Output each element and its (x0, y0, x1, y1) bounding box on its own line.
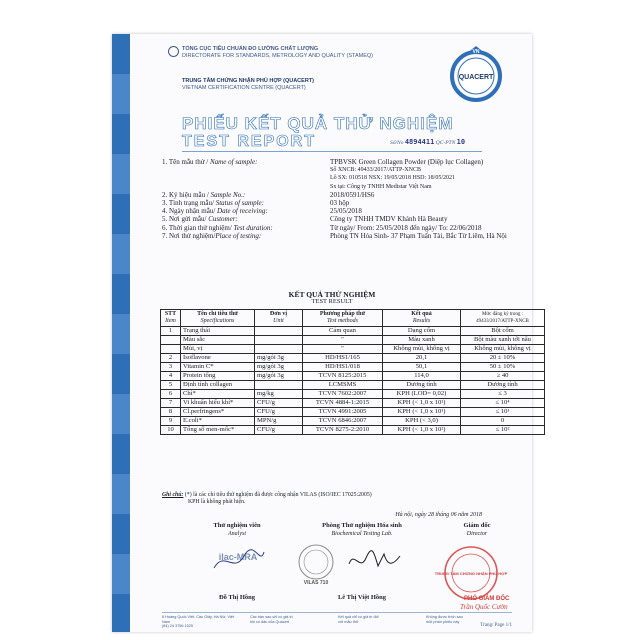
place-value: Phòng TN Hóa Sinh- 37 Phạm Tuấn Tài, Bắc Từ Liêm, Hà Nội (330, 231, 507, 240)
receipt-value: 25/05/2018 (330, 207, 362, 216)
sample-registration: Số XNCB: 49433/2017/ATTP-XNCB (330, 167, 422, 174)
analyst-role-en: Analyst (228, 531, 246, 537)
stamp-text: TRUNG TÂM CHỨNG NHẬN PHÙ HỢP (434, 571, 508, 576)
title-divider (182, 151, 482, 152)
status-label: 3. Tình trạng mẫu/ (162, 198, 216, 207)
result-cell-name: Vi khuẩn hiếu khí* (181, 399, 255, 408)
result-cell-method: TCVN 8125:2015 (303, 372, 383, 381)
duration-label-en: Test duration: (233, 223, 273, 232)
result-cell-stt: 10 (161, 426, 181, 435)
director-signature-name: Trần Quốc Cườn (460, 603, 508, 611)
result-cell-method: TCVN 6846:2007 (303, 417, 383, 426)
header-result: Kết quả Results (383, 310, 461, 327)
result-cell-method: TCVN 7602:2007 (303, 390, 383, 399)
report-title-en: TEST REPORT (182, 133, 317, 150)
report-date: Hà nội, ngày 28 tháng 06 năm 2018 (395, 512, 482, 518)
report-number-suffix: QC-PTN (435, 140, 456, 146)
vilas-seal-icon (294, 542, 338, 586)
result-row (161, 354, 545, 363)
test-report-sheet (112, 34, 532, 632)
report-notes (162, 492, 372, 506)
result-cell-unit (255, 381, 303, 390)
duration-label: 6. Thời gian thử nghiệm/ (162, 223, 234, 232)
result-cell-result: KPH (< 1,0 x 10¹) (383, 408, 461, 417)
result-cell-name: Isoflavone (181, 354, 255, 363)
result-cell-unit (255, 327, 303, 336)
result-cell-name: Vitamin C* (181, 363, 255, 372)
sample-name-value: TPBVSK Green Collagen Powder (Diệp lục Collagen) (330, 158, 484, 166)
result-cell-limit: ≤ 10² (461, 426, 545, 435)
result-cell-result: Không mùi, không vị (383, 345, 461, 354)
sample-lot: Lô SX: 010518 NSX: 19/05/2018 HSD: 18/05/2021 (330, 175, 456, 182)
result-cell-limit: ≤ 3 (461, 390, 545, 399)
result-cell-name: Mùi, vị (181, 345, 255, 354)
results-table (160, 309, 545, 435)
result-cell-method: TCVN 4991:2005 (303, 408, 383, 417)
result-cell-method: LCMSMS (303, 381, 383, 390)
result-cell-method: HD/HS1/165 (303, 354, 383, 363)
customer-row (162, 215, 542, 223)
sample-name-label-en: Name of sample: (210, 158, 258, 166)
result-cell-result: KPH (< 1,0 x 10²) (383, 426, 461, 435)
issuing-organization (182, 46, 402, 60)
result-cell-method: HD/HS1/018 (303, 363, 383, 372)
result-cell-name: Màu sắc (181, 336, 255, 345)
result-cell-limit: 0 (461, 417, 545, 426)
director-role-en: Director (466, 531, 488, 537)
customer-value: Công ty TNHH TMDV Khánh Hà Beauty (330, 215, 448, 224)
duration-row (162, 224, 542, 232)
lab-head-name: Lê Thị Việt Hồng (337, 594, 387, 601)
org-name-en: DIRECTORATE FOR STANDARDS, METROLOGY AND QUALITY (STAMEQ) (182, 53, 373, 59)
report-number-value: 4894411 (404, 138, 435, 146)
result-cell-result: 20,1 (383, 354, 461, 363)
footer-copy-note: Các bản sao chỉ có giá trị khi có dấu của Quacert (250, 615, 293, 624)
page-number: Trang/ Page 1/1 (480, 623, 512, 628)
customer-label: 5. Nơi gửi mẫu/ (162, 215, 209, 224)
org-name-vn: TỔNG CỤC TIÊU CHUẨN ĐO LƯỜNG CHẤT LƯỢNG (182, 46, 319, 52)
result-cell-unit: MPN/g (255, 417, 303, 426)
sample-info (162, 158, 542, 240)
result-row (161, 363, 545, 372)
header-stt: STT Item (161, 310, 181, 327)
result-row (161, 336, 545, 345)
result-cell-limit: Dương tính (461, 381, 545, 390)
sample-manufacturer: Sx tại: Công ty TNHH Medistar Việt Nam (330, 183, 432, 190)
place-row (162, 232, 542, 240)
results-title-vn: KẾT QUẢ THỬ NGHIỆM (288, 290, 376, 299)
result-cell-unit: CFU/g (255, 399, 303, 408)
results-title-en: TEST RESULT (311, 298, 353, 305)
results-header-row (161, 310, 545, 327)
result-cell-result: KPH (LOD= 0,02) (383, 390, 461, 399)
result-cell-result: KPH (< 1,0 x 10¹) (383, 399, 461, 408)
result-row (161, 327, 545, 336)
analyst-name: Đỗ Thị Hồng (218, 594, 255, 601)
footer-result-note: Kết quả chỉ có giá trị đối với mẫu thử (338, 615, 379, 624)
quacert-red-stamp-icon (434, 544, 508, 602)
place-label-en: Place of testing: (215, 231, 262, 240)
result-cell-unit: mg/kg (255, 390, 303, 399)
result-cell-stt: 4 (161, 372, 181, 381)
result-cell-name: Định tính collagen (181, 381, 255, 390)
result-cell-method: Cảm quan (303, 327, 383, 336)
result-cell-limit: 50 ± 10% (461, 363, 545, 372)
header-method: Phương pháp thử Test methods (303, 310, 383, 327)
result-cell-stt: 7 (161, 399, 181, 408)
result-row (161, 345, 545, 354)
analyst-role: Thử nghiệm viên (213, 522, 261, 529)
status-row (162, 199, 542, 207)
result-cell-method: " (303, 336, 383, 345)
result-cell-result: 50,1 (383, 363, 461, 372)
report-number (390, 138, 465, 146)
quacert-logo-icon (444, 42, 508, 106)
result-cell-result: Màu xanh (383, 336, 461, 345)
result-cell-result: 114,0 (383, 372, 461, 381)
result-cell-stt: 8 (161, 408, 181, 417)
result-cell-unit (255, 336, 303, 345)
director-signature-block (432, 522, 522, 538)
result-row (161, 399, 545, 408)
header-limit: Mức đăng ký trong : 49433/2017/ATTP-XNCB (461, 310, 545, 327)
header-param: Tên chỉ tiêu thử Specifications (181, 310, 255, 327)
result-cell-method: " (303, 345, 383, 354)
result-cell-limit: ≥ 40 (461, 372, 545, 381)
place-label: 7. Nơi thử nghiệm/ (162, 231, 216, 240)
result-cell-result: Dạng cốm (383, 327, 461, 336)
receipt-label: 4. Ngày nhận mẫu/ (162, 207, 218, 216)
result-cell-limit: ≤ 10¹ (461, 408, 545, 417)
report-title-vn: PHIẾU KẾT QUẢ THỬ NGHIỆM (182, 114, 454, 133)
result-cell-unit (255, 345, 303, 354)
issuing-center (182, 78, 314, 92)
result-row (161, 381, 545, 390)
result-cell-stt: 2 (161, 354, 181, 363)
footer-address: 8 Hoàng Quốc Việt, Cầu Giấy, Hà Nội, Việt Nam (84) 24 3756 1025 (162, 615, 234, 628)
result-cell-unit: mg/gói 3g (255, 363, 303, 372)
result-row (161, 390, 545, 399)
deputy-director-title: PHÓ GIÁM ĐỐC (464, 596, 510, 602)
notes-line-1: (*) là các chỉ tiêu thử nghiệm đã được công nhận VILAS (ISO/IEC 17025:2005) (183, 492, 372, 498)
result-cell-stt: 9 (161, 417, 181, 426)
result-cell-stt (161, 345, 181, 354)
ilac-mra-text: ilac-MRA (218, 552, 258, 562)
result-cell-name: Protein tổng (181, 372, 255, 381)
sample-name-row (162, 158, 542, 166)
sample-no-row (162, 191, 542, 199)
vilas-seal-text: VILAS 710 (303, 580, 329, 586)
receipt-row (162, 207, 542, 215)
result-row (161, 417, 545, 426)
result-cell-name: E.coli* (181, 417, 255, 426)
sample-name-label: 1. Tên mẫu thử / (162, 158, 210, 166)
notes-label: Ghi chú: (162, 492, 184, 498)
quacert-logo-text: QUACERT (458, 74, 494, 81)
duration-value: Từ ngày/ From: 25/05/2018 đến ngày/ To: 22/06/2018 (330, 223, 482, 232)
lab-role: Phòng Thử nghiệm Hóa sinh (322, 522, 402, 529)
result-row (161, 426, 545, 435)
director-role: Giám đốc (463, 522, 491, 529)
sample-no-label: 2. Ký hiệu mẫu / (162, 190, 211, 199)
lab-role-en: Biochemical Testing Lab. (331, 531, 393, 537)
result-cell-stt: 1 (161, 327, 181, 336)
center-name-vn: TRUNG TÂM CHỨNG NHẬN PHÙ HỢP (QUACERT) (182, 78, 314, 84)
result-cell-name: Cl.perfringens* (181, 408, 255, 417)
customer-label-en: Customer: (208, 215, 238, 224)
status-label-en: Status of sample: (215, 198, 264, 207)
result-row (161, 408, 545, 417)
result-cell-method: TCVN 4884-1:2015 (303, 399, 383, 408)
result-cell-name: Trạng thái (181, 327, 255, 336)
notes-line-2: KPH là không phát hiện. (188, 499, 246, 505)
status-value: 03 hộp (330, 198, 350, 207)
result-cell-unit: CFU/g (255, 408, 303, 417)
result-cell-unit: CFU/g (255, 426, 303, 435)
header-unit: Đơn vị Unit (255, 310, 303, 327)
ilac-mra-logo-icon (210, 544, 266, 574)
report-footer (162, 612, 512, 628)
result-cell-unit: mg/gói 3g (255, 372, 303, 381)
result-cell-stt: 6 (161, 390, 181, 399)
result-cell-unit: mg/gói 3g (255, 354, 303, 363)
result-cell-stt (161, 336, 181, 345)
stameq-logo-icon (168, 46, 179, 57)
result-cell-result: KPH (< 3,0) (383, 417, 461, 426)
result-cell-method: TCVN 8275-2:2010 (303, 426, 383, 435)
report-number-tail: 10 (456, 138, 466, 146)
result-cell-limit: 20 ± 10% (461, 354, 545, 363)
result-cell-limit: Không mùi, không vị (461, 345, 545, 354)
result-cell-limit: Bột màu xanh tới nâu (461, 336, 545, 345)
result-cell-result: Dương tính (383, 381, 461, 390)
quacert-logo-vn: VN (472, 49, 480, 55)
sample-no-value: 2018/0591/HS6 (330, 190, 375, 199)
result-cell-stt: 5 (161, 381, 181, 390)
result-cell-name: Chì* (181, 390, 255, 399)
center-name-en: VIETNAM CERTIFICATION CENTRE (QUACERT) (182, 85, 306, 91)
result-cell-limit: ≤ 10⁴ (461, 399, 545, 408)
result-cell-limit: Bột cốm (461, 327, 545, 336)
receipt-label-en: Date of receiving: (217, 207, 268, 216)
sample-no-label-en: Sample No.: (210, 190, 246, 199)
report-number-prefix: Số/No (390, 140, 404, 146)
lab-head-signature-icon (344, 546, 404, 576)
result-cell-stt: 3 (161, 363, 181, 372)
result-row (161, 372, 545, 381)
footer-copy-restriction: Không được trích sao một phần phiếu này (426, 615, 463, 624)
result-cell-name: Tổng số men-mốc* (181, 426, 255, 435)
